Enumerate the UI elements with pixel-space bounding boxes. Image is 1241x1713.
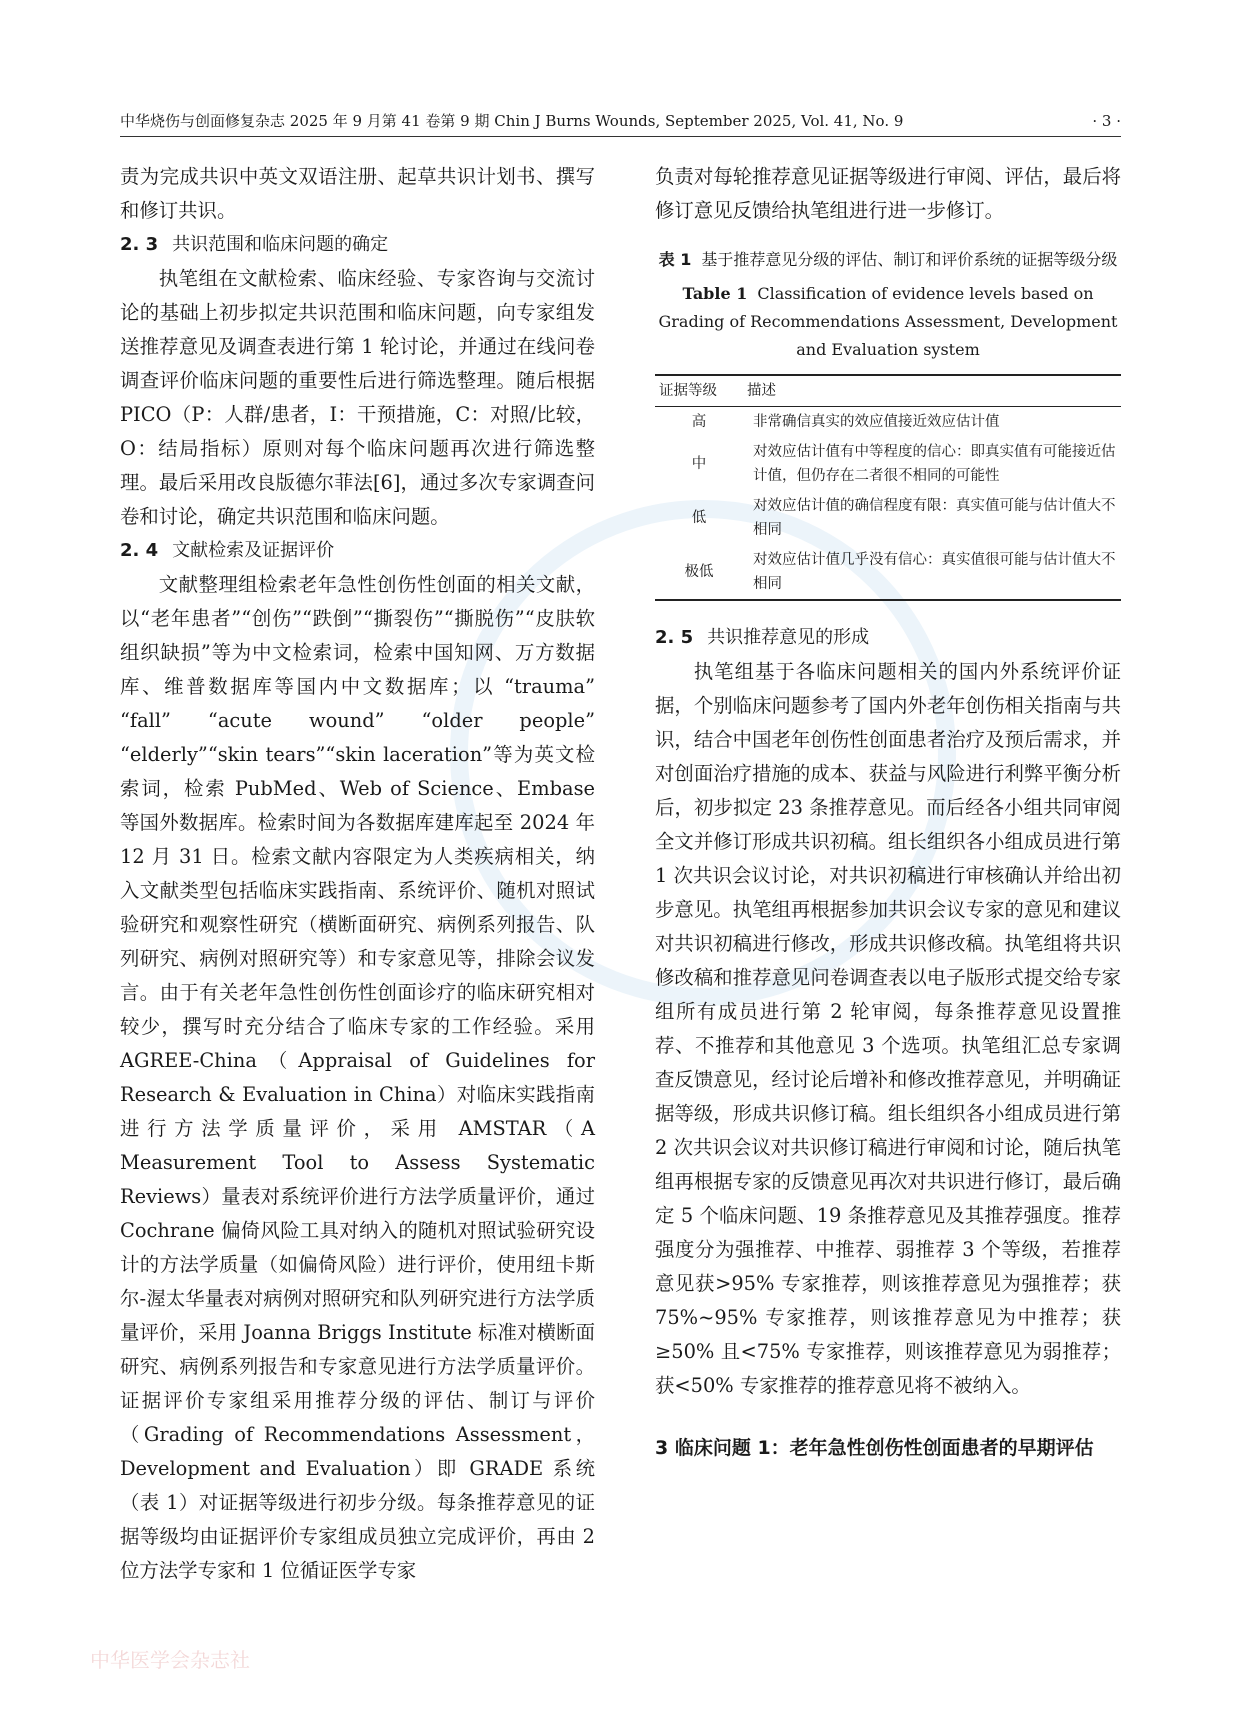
section-heading-2-4 <box>120 534 595 568</box>
table-cell-level: 中 <box>691 456 707 472</box>
running-header <box>120 106 1121 137</box>
table-row <box>655 437 1121 491</box>
table-cell-level: 极低 <box>655 545 743 600</box>
table-cell-desc: 对效应估计值的确信程度有限：真实值可能与估计值大不相同 <box>753 498 1116 538</box>
table-label: Table 1 <box>682 284 748 303</box>
table-caption-en <box>655 280 1121 364</box>
table-label: 表 1 <box>658 250 692 269</box>
table-caption-cn <box>655 246 1121 274</box>
table-title: 基于推荐意见分级的评估、制订和评价系统的证据等级分级 <box>701 250 1118 269</box>
section-number: 2. 5 <box>655 627 694 648</box>
section-heading-3: 3 临床问题 1：老年急性创伤性创面患者的早期评估 <box>655 1437 1094 1459</box>
paragraph: 执笔组在文献检索、临床经验、专家咨询与交流讨论的基础上初步拟定共识范围和临床问题，向专家组发送推荐意见及调查表进行第 1 轮讨论，并通过在线问卷调查评价临床问题的重要性后进行筛选整理。随后根据 PICO（P：人群/患者，I：干预措施，C：对照/比较，O：结局指标）原则对每个临床问题再次进行筛选整理。最后采用改良版德尔菲法[6]，通过多次专家调查问卷和讨论，确定共识范围和临床问题。 <box>120 267 595 528</box>
table-row <box>655 407 1121 438</box>
publisher-watermark: 中华医学会杂志社 <box>90 1648 250 1672</box>
paragraph: 执笔组基于各临床问题相关的国内外系统评价证据，个别临床问题参考了国内外老年创伤相关指南与共识，结合中国老年创伤性创面患者治疗及预后需求，并对创面治疗措施的成本、获益与风险进行利弊平衡分析后，初步拟定 23 条推荐意见。而后经各小组共同审阅全文并修订形成共识初稿。组长组织各小组成员进行第 1 次共识会议讨论，对共识初稿进行审核确认并给出初步意见。执笔组再根据参加共识会议专家的意见和建议对共识初稿进行修改，形成共识修改稿。执笔组将共识修改稿和推荐意见问卷调查表以电子版形式提交给专家组所有成员进行第 2 轮审阅，每条推荐意见设置推荐、不推荐和其他意见 3 个选项。执笔组汇总专家调查反馈意见，经讨论后增补和修改推荐意见，并明确证据等级，形成共识修订稿。组长组织各小组成员进行第 2 次共识会议对共识修订稿进行审阅和讨论，随后执笔组再根据专家的反馈意见再次对共识进行修订，最后确定 5 个临床问题、19 条推荐意见及其推荐强度。推荐强度分为强推荐、中推荐、弱推荐 3 个等级，若推荐意见获>95% 专家推荐，则该推荐意见为强推荐；获 75%~95% 专家推荐，则该推荐意见为中推荐；获≥50% 且<75% 专家推荐，则该推荐意见为弱推荐；获<50% 专家推荐的推荐意见将不被纳入。 <box>655 660 1121 1397</box>
section-number: 2. 4 <box>120 540 159 561</box>
table-cell-level: 高 <box>691 414 707 430</box>
right-column <box>655 160 1121 1465</box>
table-row <box>655 545 1121 600</box>
left-column <box>120 160 595 1588</box>
paragraph: 文献整理组检索老年急性创伤性创面的相关文献，以“老年患者”“创伤”“跌倒”“撕裂伤”“撕脱伤”“皮肤软组织缺损”等为中文检索词，检索中国知网、万方数据库、维普数据库等国内中文数据库；以 “trauma” “fall” “acute wound” “older people” “elderly”“skin tears”“skin laceration”等为英文检索词，检索 PubMed、Web of Science、Embase 等国外数据库。检索时间为各数据库建库起至 2024 年 12 月 31 日。检索文献内容限定为人类疾病相关，纳入文献类型包括临床实践指南、系统评价、随机对照试验研究和观察性研究（横断面研究、病例系列报告、队列研究、病例对照研究等）和专家意见等，排除会议发言。由于有关老年急性创伤性创面诊疗的临床研究相对较少，撰写时充分结合了临床专家的工作经验。采用 AGREE-China（Appraisal of Guidelines for Research & Evaluation in China）对临床实践指南进行方法学质量评价，采用 AMSTAR（A Measurement Tool to Assess Systematic Reviews）量表对系统评价进行方法学质量评价，通过 Cochrane 偏倚风险工具对纳入的随机对照试验研究设计的方法学质量（如偏倚风险）进行评价，使用纽卡斯尔-渥太华量表对病例对照研究和队列研究进行方法学质量评价，采用 Joanna Briggs Institute 标准对横断面研究、病例系列报告和专家意见进行方法学质量评价。证据评价专家组采用推荐分级的评估、制订与评价（Grading of Recommendations Assessment，Development and Evaluation）即 GRADE 系统（表 1）对证据等级进行初步分级。每条推荐意见的证据等级均由证据评价专家组成员独立完成评价，再由 2 位方法学专家和 1 位循证医学专家 <box>120 573 595 1582</box>
paragraph: 责为完成共识中英文双语注册、起草共识计划书、撰写和修订共识。 <box>120 165 595 222</box>
section-title: 共识范围和临床问题的确定 <box>172 234 389 255</box>
section-heading-2-3 <box>120 228 595 262</box>
table-row <box>655 491 1121 545</box>
table-cell-level: 低 <box>691 510 707 526</box>
section-number: 2. 3 <box>120 234 159 255</box>
table-cell-desc: 非常确信真实的效应值接近效应估计值 <box>753 414 1000 430</box>
paragraph: 负责对每轮推荐意见证据等级进行审阅、评估，最后将修订意见反馈给执笔组进行进一步修订。 <box>655 165 1121 222</box>
section-heading-2-5 <box>655 621 1121 655</box>
journal-citation: 中华烧伤与创面修复杂志 2025 年 9 月第 41 卷第 9 期 Chin J Burns Wounds, September 2025, Vol. 41, No. 9 <box>120 112 904 130</box>
table-cell-desc: 对效应估计值几乎没有信心：真实值很可能与估计值大不相同 <box>743 545 1121 600</box>
table-header: 证据等级 <box>655 375 743 407</box>
table-header: 描述 <box>743 375 1121 407</box>
section-title: 共识推荐意见的形成 <box>707 627 870 648</box>
page-number: · 3 · <box>1092 112 1121 130</box>
section-title: 文献检索及证据评价 <box>172 540 335 561</box>
evidence-level-table <box>655 374 1121 601</box>
table-cell-desc: 对效应估计值有中等程度的信心：即真实值有可能接近估计值，但仍存在二者很不相同的可能性 <box>753 444 1116 484</box>
table-title: Classification of evidence levels based on Grading of Recommendations Assessment, Development and Evaluation system <box>658 284 1118 359</box>
